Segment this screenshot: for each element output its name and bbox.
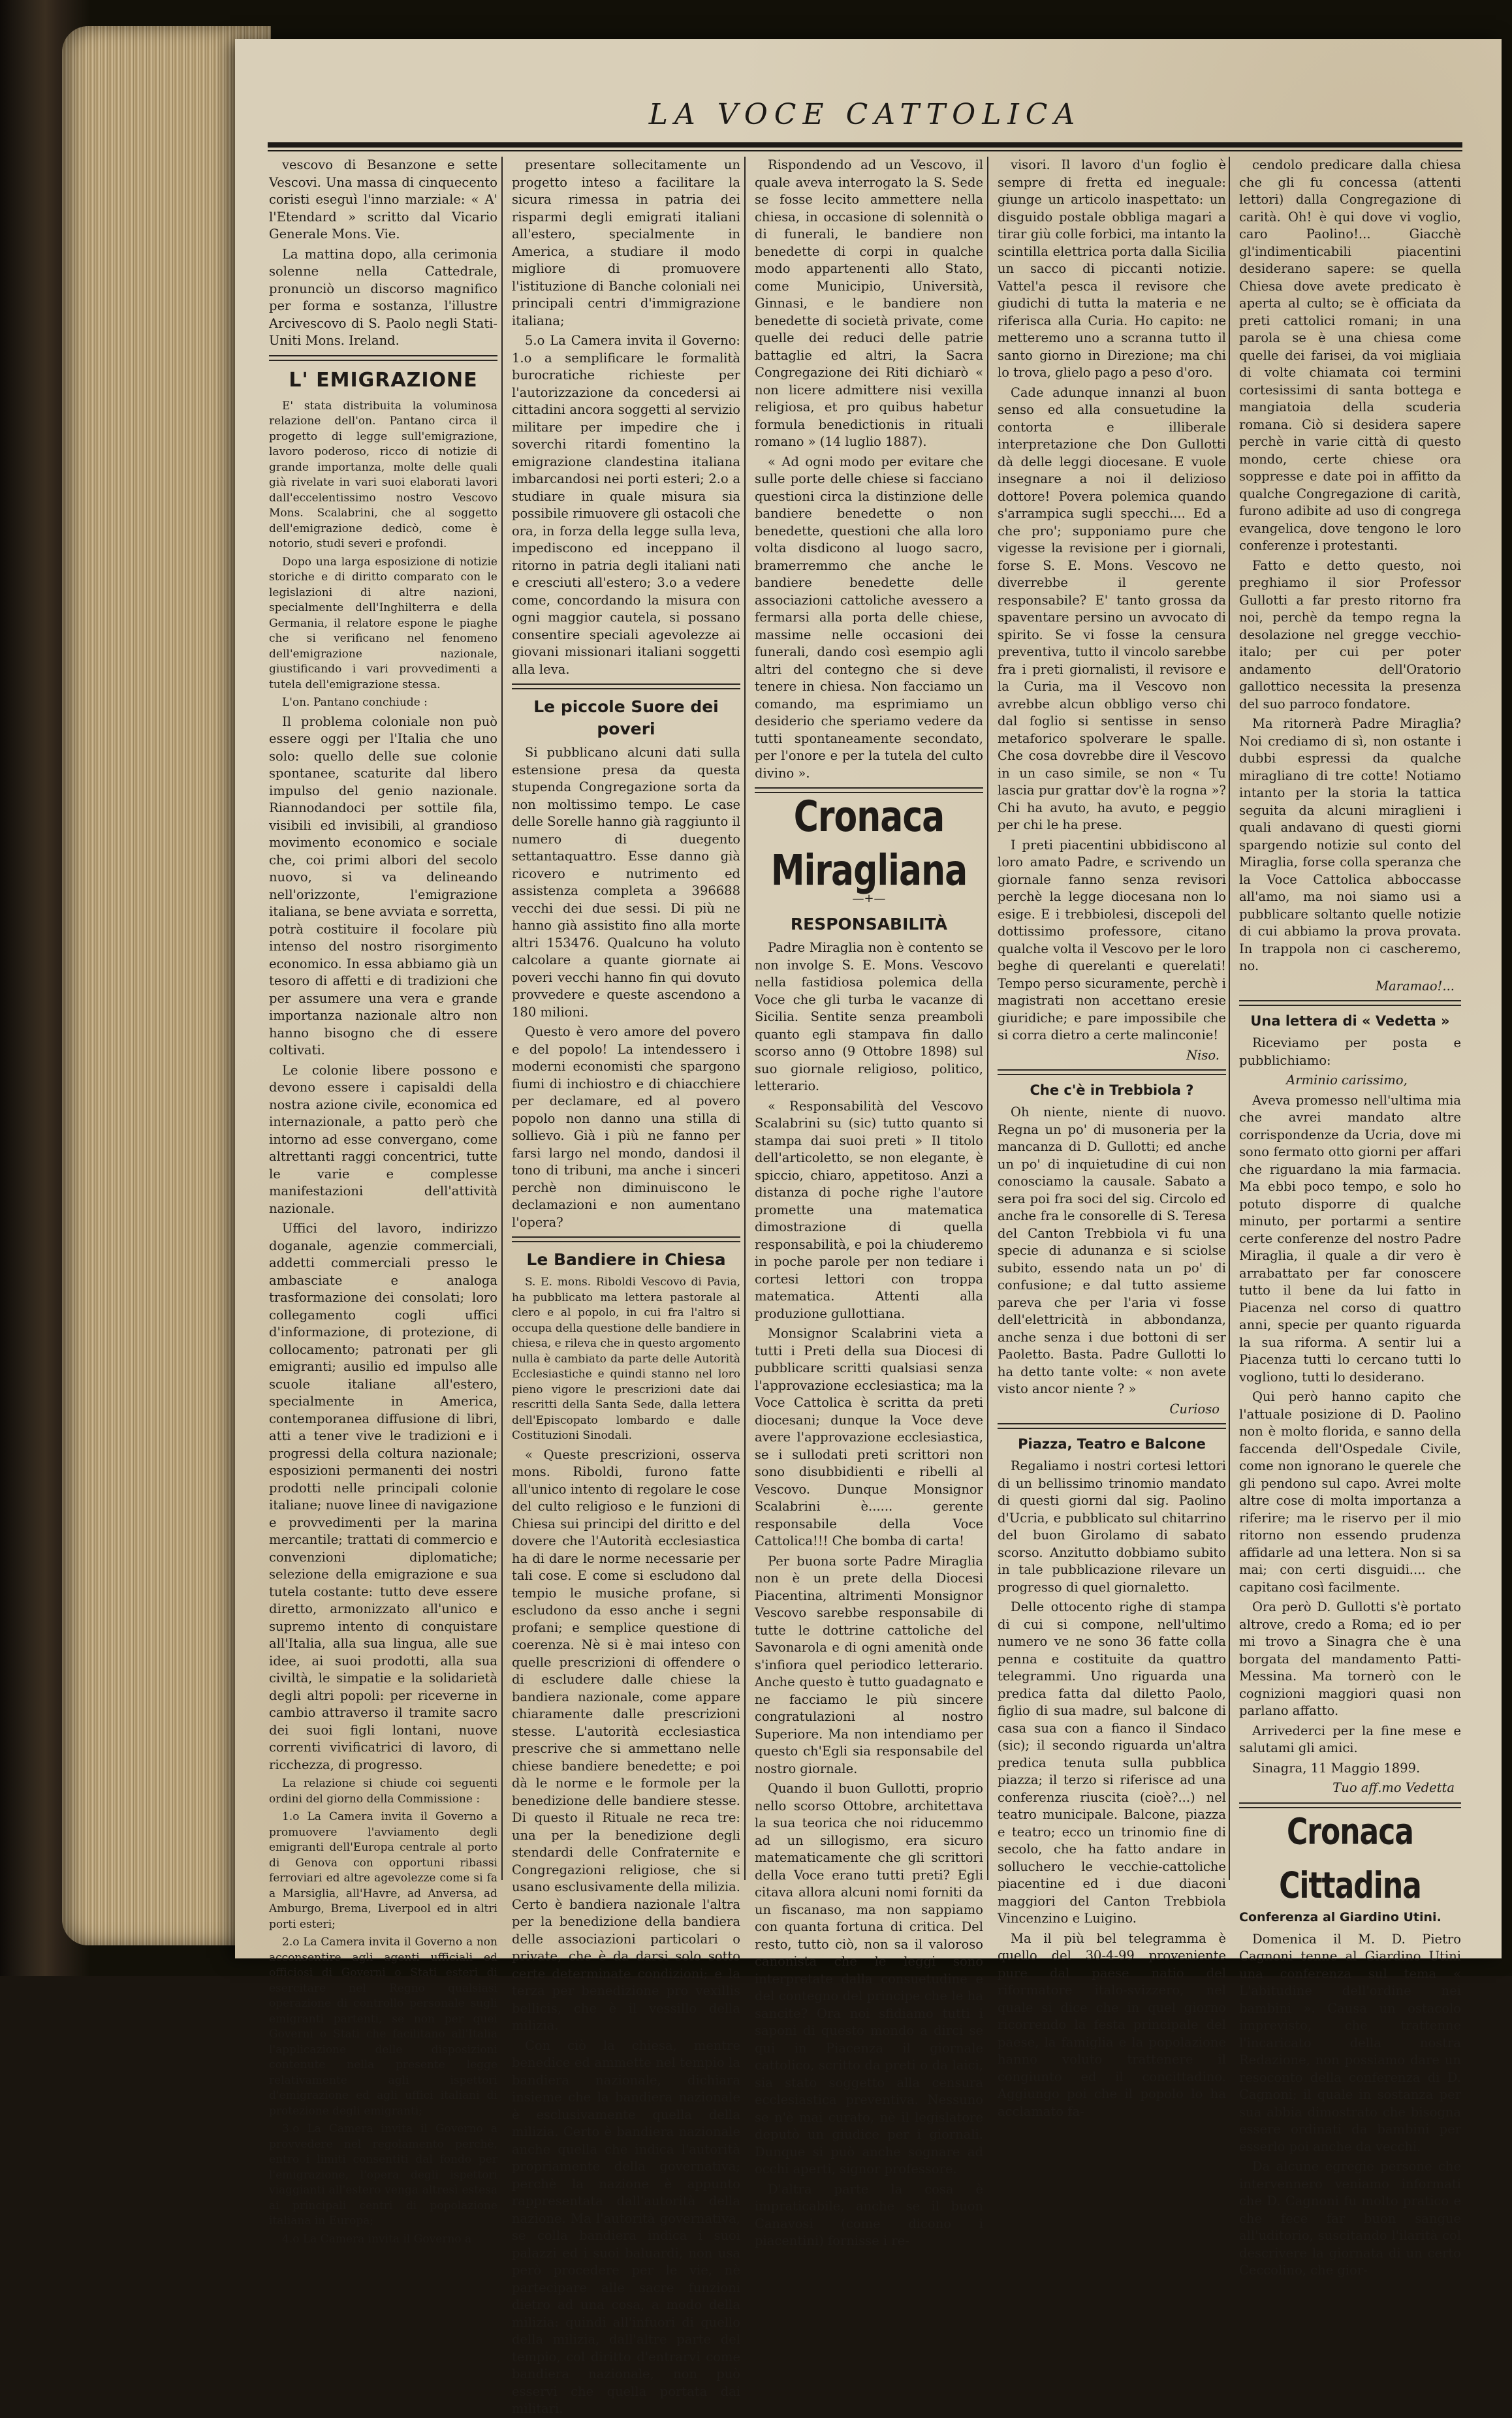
section-heading-cronaca-cittadina: Cronaca Cittadina bbox=[1279, 1810, 1421, 1906]
paragraph: Qui però hanno capito che l'attuale posizione di D. Paolino non è molto florida, e sanno della faccenda dell'Ospedale Civile, come non ignorano le querele che gli pendono sul capo. Avrei molte altre cose di molta importanza a riferire; ma le riservo per il mio ritorno non essendo prudenza affidarle ad una lettera. Non si sa mai; con certi disguidi.... che capitano così facilmente. bbox=[1239, 1389, 1461, 1595]
paragraph: Riceviamo per posta e pubblichiamo: bbox=[1239, 1035, 1461, 1068]
article-heading-conferenza: Conferenza al Giardino Utini. bbox=[1239, 1909, 1441, 1924]
column-separator bbox=[501, 157, 503, 1880]
article-heading-responsabilita: RESPONSABILITÀ bbox=[790, 915, 948, 934]
column-1 bbox=[269, 157, 497, 2246]
divider bbox=[1239, 1000, 1461, 1006]
signature: Maramao!... bbox=[1376, 978, 1455, 994]
paragraph: La mattina dopo, alla cerimonia solenne nella Cattedrale, pronunciò un discorso magnifico per forma e sostanza, l'illustre Arcivescovo di S. Paolo negli Stati-Uniti Mons. Ireland. bbox=[269, 246, 497, 348]
paragraph: La relazione si chiude coi seguenti ordini del giorno della Commissione : bbox=[269, 1777, 497, 1806]
masthead-rule bbox=[268, 142, 1462, 148]
paragraph: I preti piacentini ubbidiscono al loro amato Padre, e scrivendo un giornale fanno senza revisori perchè la legge diocesana non lo esige. E i trebbiolesi, discepoli del dottissimo professore, citano qualche volta il Vescovo per le loro beghe di querelanti e querelati! Tempo perso sicuramente, perchè i magistrati non accettano eresie giuridiche; e pare impossibile che si corra dietro a certe malinconie! bbox=[998, 837, 1226, 1043]
paragraph: Quando il buon Gullotti, proprio nello scorso Ottobre, architettava la sua teorica che noi riducemmo ad un sillogismo, era sicuro matematicamente che gli scrittori della Voce erano tutti preti? Egli citava allora alcuni nomi forniti da un fiscanaso, ma non sappiamo con quanta fortuna di critica. Del resto, tutto ciò, non sa il valoroso canonista che le leggi sono interpretate dalla consuetudine e del contegno del principe che le ha sancite? Ora noi sfidiamo tutti i saponi di questo mondo a dirci se qui in Piacenza il giornale cattolico, scritto da preti o da laici, sia stato soggetto alla censura ecclesiastica preventiva. Nessuno se n'è mai curato, nè il legislatore deputò un giudice per i giornali. Dunque si può anche sognare ad occhi aperti, signor professore. bbox=[755, 1781, 983, 2176]
signature: Tuo aff.mo Vedetta bbox=[1332, 1780, 1455, 1795]
salutation: Arminio carissimo, bbox=[1286, 1073, 1408, 1088]
paragraph: Ora però D. Gullotti s'è portato altrove, credo a Roma; ed io per mi trovo a Sinagra che è una borgata del mandamento Patti-Messina. Ma tornerò con le cognizioni maggiori quasi non parlano affatto. bbox=[1239, 1599, 1461, 1718]
paragraph: « Responsabilità del Vescovo Scalabrini su (sic) tutto quanto si stampa dai suoi preti » Il titolo dell'articoletto, se non elegante, è spiccio, chiaro, appetitoso. Anzi a distanza di poche righe l'autore promette una matematica dimostrazione di quella responsabilità, e poi la chiuderemo in poche parole per non tediare i cortesi lettori con troppa matematica. Attenti alla produzione gullottiana. bbox=[755, 1098, 983, 1321]
masthead: LA VOCE CATTOLICA bbox=[648, 98, 1082, 131]
paragraph: cendolo predicare dalla chiesa che gli fu concessa (attenti lettori) dalla Congregazione di carità. Oh! è qui dove vi voglio, caro Paolino!... Giacchè gl'indimenticabili piacentini desiderano sapere: se quella Chiesa dove avete predicato è aperta al culto; se è officiata da preti cattolici romani; in una parola se è una chiesa come quelle dei farisei, da voi migliaia di volte chiamata coi termini cortesissimi di santa bottega e mangiatoia della scuderia romana. Ciò si desidera sapere perchè in varie città di questo mondo, certe chiese ora soppresse e date poi in affitto da qualche Congregazione di carità, furono adibite ad uso di congrega evangelica, dove tengono le loro conferenze i protestanti. bbox=[1239, 157, 1461, 553]
article-heading-trebbiola: Che c'è in Trebbiola ? bbox=[1030, 1082, 1194, 1098]
column-4 bbox=[998, 157, 1226, 2119]
paragraph: Monsignor Scalabrini vieta a tutti i Preti della sua Diocesi di pubblicare scritti qualsiasi senza l'approvazione ecclesiastica; ma la Voce Cattolica è scritta da preti diocesani; dunque la Voce deve avere l'approvazione ecclesiastica, se i sullodati preti scrittori non sono disubbidienti e ribelli al Vescovo. Dunque Monsignor Scalabrini è...... gerente responsabile della Voce Cattolica!!! Che bomba di carta! bbox=[755, 1326, 983, 1548]
paragraph: Ma ritornerà Padre Miraglia? Noi crediamo di sì, non ostante i dubbi espressi da qualche miragliano di tre cotte! Notiamo intanto per la storia la tattica seguita da alcuni miraglieni i quali andavano di questi giorni spargendo notizie sul conto del Miraglia, forse colla speranza che la Voce Cattolica abboccasse all'amo, ma noi siamo usi a pubblicare soltanto quelle notizie di cui abbiamo la prova provata. In trappola non ci cascheremo, no. bbox=[1239, 716, 1461, 973]
paragraph: Uffici del lavoro, indirizzo doganale, agenzie commerciali, addetti commerciali presso le ambasciate e analoga trasformazione dei consolati; loro collegamento cogli uffici d'informazione, di protezione, di collocamento; patronati per gli emigranti; ausilio ed impulso alle scuole italiane all'estero, specialmente in America, contemporanea diffusione di libri, atti a tener vive le tradizioni e i progressi della coltura nazionale; esposizioni permanenti dei nostri prodotti nelle principali colonie italiane; nuove linee di navigazione e provvedimenti per la marina mercantile; trattati di commercio e convenzioni diplomatiche; selezione della emigrazione e sua tutela costante: tutto deve essere diretto, armonizzato all'unico e supremo intento di conquistare all'Italia, alla sua lingua, alle sue idee, ai suoi prodotti, alla sua civiltà, le simpatie e la solidarietà degli altri popoli: per riceverne in cambio attraverso il tramite sacro dei suoi figli lontani, nuove correnti vivificatrici di lavoro, di ricchezza, di progresso. bbox=[269, 1221, 497, 1772]
divider bbox=[269, 355, 497, 361]
paragraph: Le colonie libere possono e devono essere i capisaldi della nostra azione civile, economica ed internazionale, a patto però che intorno ad esse convergano, come altrettanti raggi concentrici, tutte le varie e complesse manifestazioni dell'attività nazionale. bbox=[269, 1062, 497, 1216]
paragraph: Si pubblicano alcuni dati sulla estensione presa da questa stupenda Congregazione sorta da non moltissimo tempo. Le case delle Sorelle hanno già raggiunto il numero di duegento settantaquattro. Esse danno già ricovero e nutrimento ed assistenza completa a 396688 vecchi dei due sessi. Di più ne hanno già assistito fino alla morte altri 153476. Qualcuno ha voluto calcolare a quante giornate ai poveri vecchi hanno fin qui dovuto provvedere e queste ascendono a 180 milioni. bbox=[512, 745, 740, 1020]
paragraph: Questo è vero amore del povero e del popolo! La intendessero i moderni economisti che spargono fiumi di inchiostro e di chiacchiere per declamare, ed al povero popolo non danno una stilla di sollievo. Già i più ne fanno per farsi largo nel mondo, dandosi il tono di tribuni, ma anche i sinceri perchè non diminuiscono le declamazioni e non aumentano l'opera? bbox=[512, 1024, 740, 1230]
divider bbox=[998, 1423, 1226, 1429]
paragraph: Dopo una larga esposizione di notizie storiche e di diritto comparato con le legislazioni di altre nazioni, specialmente dell'Inghilterra e della Germania, il relatore espone le piaghe che si verificano nel fenomeno dell'emigrazione nazionale, giustificando i vari provvedimenti a tutela dell'emigrazione stessa. bbox=[269, 555, 497, 691]
signature: Niso. bbox=[1186, 1047, 1220, 1063]
column-2 bbox=[512, 157, 740, 2416]
column-separator bbox=[744, 157, 746, 1880]
paragraph: Rispondendo ad un Vescovo, il quale aveva interrogato la S. Sede se fosse lecito ammettere nella chiesa, in occasione di solennità o di funerali, le bandiere non benedette di corpi in qualche modo appartenenti allo Stato, come Municipio, Università, Ginnasi, e le bandiere non benedette di società private, come quelle dei reduci delle patrie battaglie ed altri, la Sacra Congregazione dei Riti dichiarò « non licere admittere nisi vexilla religiosa, et pro quibus habetur formula benedictionis in rituali romano » (14 luglio 1887). bbox=[755, 157, 983, 449]
paragraph: Cade adunque innanzi al buon senso ed alla consuetudine la contorta e illiberale interpretazione che Don Gullotti dà delle leggi diocesane. E vuole insegnare a noi il delizioso dottore! Povera polemica quando s'arrampica sugli specchi.... Ed a che pro'; supponiamo pure che vigesse la revisione per i giornali, forse S. E. Mons. Vescovo ne diverrebbe il gerente responsabile? E' tanto grossa da spaventare persino un avvocato di spirito. Se vi fosse la censura preventiva, tutto il vincolo sarebbe fra i preti giornalisti, il revisore e la Curia, ma il Vescovo non avrebbe alcun obbligo verso chi dal foglio si sentisse in senso metaforico spolverare le spalle. Che cosa dovrebbe dire il Vescovo in un caso simile, se non « Tu lascia pur grattar dov'è la rogna »? Chi ha avuto, ha avuto, e peggio per chi le ha prese. bbox=[998, 385, 1226, 832]
paragraph: presentare sollecitamente un progetto inteso a facilitare la sicura rimessa in patria dei risparmi degli emigrati italiani all'estero, specialmente in America, a studiare il modo migliore di promuovere l'istituzione di Banche coloniali nei principali centri d'immigrazione italiana; bbox=[512, 157, 740, 328]
paragraph: Da alcune egregie persone che intervennero veniamo informati che D. Cagnoni fu molto pratico e che fece far buon sangue all'uditorio, suscitando l'ilarità col descrivere la giornata di un certo Ceccolino, che gior- bbox=[1239, 2159, 1461, 2278]
paragraph: Arrivederci per la fine mese e salutami gli amici. bbox=[1239, 1723, 1461, 1755]
divider bbox=[998, 1069, 1226, 1075]
paragraph: D'altra parte la cosa è impraticabile, anche se il buon Canavosi (come dicono i piacentini) fornisse i re- bbox=[755, 2181, 983, 2248]
signature: Curioso bbox=[1169, 1401, 1220, 1417]
column-5 bbox=[1239, 157, 1461, 2278]
paragraph: vescovo di Besanzone e sette Vescovi. Una massa di cinquecento coristi eseguì l'inno marziale: « A' l'Etendard » scritto dal Vicario Generale Mons. Vie. bbox=[269, 157, 497, 242]
ornament: —+— bbox=[852, 892, 886, 905]
paragraph: Fatto e detto questo, noi preghiamo il sior Professor Gullotti a far presto ritorno fra noi, perchè da tempo regna la desolazione nel gregge vecchio-italo; per cui per poter andamento dell'Oratorio gallottico necessita la presenza del suo parroco fondatore. bbox=[1239, 557, 1461, 712]
paragraph: 2.o La Camera invita il Governo a non acconsentire agli agenti ufficiali ed officiosi di Governi o Stati esteri di esercitare nel Regno qualsiasi operazione di controllo personale sugli emigranti partenti, se non per quei Governi o Stati che facilitano all'Italia l'applicazione delle disposizioni contenute nella presente legge relativamente agli ispettori d'emigrazione ed agli uffici italiani di protezione degli emigranti; bbox=[269, 1936, 497, 2118]
paragraph: S. E. mons. Riboldi Vescovo di Pavia, ha pubblicato ma lettera pastorale al clero e al popolo, in cui fra l'altro si occupa della questione delle bandiere in chiesa, e rileva che in questo argomento nulla è cambiato da parte delle Autorità Ecclesiastiche e quindi stanno nel loro pieno vigore le prescrizioni date dai rescritti della Santa Sede, dalla lettera dell'Episcopato lombardo e dalle Costituzioni Sinodali. bbox=[512, 1276, 740, 1442]
paragraph: 3.o La Camera invita il Governo a provvedere nel regolamento perchè, entro i limiti consentiti dal fondo per l'emigrazione, l'opera degli ispettori viaggianti all'estero venga altresì estesa ai principali centri di popolazione italiana in Europa; bbox=[269, 2122, 497, 2227]
column-3 bbox=[755, 157, 983, 2248]
paragraph: Oh niente, niente di nuovo. Regna un po' di musoneria per la mancanza di D. Gullotti; ed anche un po' di inquietudine di cui non conosciamo la causale. Sabato a sera poi fra soci del sig. Circolo ed anche fra le consorelle di S. Teresa del Canton Trebbiola vi fu una specie di adunanza e si sciolse subito, essendo nata un po' di confusione; e dal tutto assieme pareva che per l'aria vi fosse dell'elettricità in abbondanza, anche senza i due bottoni di ser Paoletto. Basta. Padre Gullotti lo ha detto tante volte: « non avete visto ancor niente ? » bbox=[998, 1105, 1226, 1396]
paragraph: Il problema coloniale non può essere oggi per l'Italia che uno solo: quello delle sue colonie spontanee, scaturite dal libero impulso del genio nazionale. Riannodandoci per sottile fila, visibili ed invisibili, al grandioso movimento economico e sociale che, coi primi albori del secolo nuovo, si va delineando nell'orizzonte, l'emigrazione italiana, se bene avviata e sorretta, potrà costituire il focolare più intenso del nostro risorgimento economico. In essa abbiamo già un tesoro di affetti e di tradizioni che per assumere una vera e grande importanza nazionale altro non hanno bisogno che di essere coltivati. bbox=[269, 714, 497, 1058]
article-heading-piccole-suore: Le piccole Suore dei poveri bbox=[533, 697, 719, 738]
dateline: Sinagra, 11 Maggio 1899. bbox=[1252, 1760, 1421, 1776]
column-separator bbox=[1229, 157, 1230, 1880]
column-separator bbox=[987, 157, 988, 1880]
paragraph: Domenica il M. D. Pietro Cagnoni tenne al Giardino Utini una conferenza sul tema « L'abitudine dell'ordine nei bambini ». Causa un ostacolo imprevisto, che trattenne l'incaricato della nostra Redazione, non possiamo dare un resoconto della conferenza di D. Cagnoni; il quale in sostanza per sua abbia dimostrato che bisogna essere ordinati da bambini per esserlo poi anche da vecchi. bbox=[1239, 1931, 1461, 2154]
paragraph: Regaliamo i nostri cortesi lettori di un bellissimo trinomio mandato di questi giorni dal sig. Paolino d'Ucria, e pubblicato sul chitarrino del buon Girolamo di sabato scorso. Anzitutto dobbiamo subito in tale pubblicazione rilevare un progresso di quel giornaletto. bbox=[998, 1458, 1226, 1595]
paragraph: E' stata distribuita la voluminosa relazione dell'on. Pantano circa il progetto di legge sull'emigrazione, lavoro poderoso, ricco di notizie di grande importanza, molte delle quali già rivelate in vari suoi elaborati lavori dall'eccelentissimo nostro Vescovo Mons. Scalabrini, che al soggetto dell'emigrazione dedicò, come è notorio, studi severi e profondi. bbox=[269, 399, 497, 550]
paragraph: Delle ottocento righe di stampa di cui si compone, nell'ultimo numero ve ne sono 36 fatte colla penna e costituite da quattro telegrammi. Uno riguarda una predica fatta dal diletto Paolo, figlio di sua madre, sul balcone di casa sua con a fianco il Sindaco (sic); il secondo riguarda un'altra predica tenuta sulla pubblica piazza; il terzo si riferisce ad una conferenza riuscita (cioè?...) nel teatro municipale. Balcone, piazza e teatro; ecco un trinomio fine di secolo, che ha fatto andare in solluchero le vecchie-cattoliche piacentine ed i due diaconi maggiori del Canton Trebbiola Vincenzino e Luigino. bbox=[998, 1599, 1226, 1926]
paragraph: Ma il più bel telegramma è quello del 30-4-99 proveniente pure dal paese natio del riformatore italo-svizzero, nel quale si dice che in quel giorno ricorrendo la festa principale del paese, la famiglia e la popolazione hanno voluto trattenere il congiunto ed il concittadino. Aggiungo poi che il popolo lo ha acclamato fa- bbox=[998, 1930, 1226, 2119]
paragraph: 5.o La Camera invita il Governo: 1.o a semplificare le formalità burocratiche richieste per l'autorizzazione da concedersi ai cittadini ancora soggetti al servizio militare per impedire che i soverchi ritardi fomentino la emigrazione clandestina italiana imbarcandosi nei porti esteri; 2.o a studiare in quale misura sia possibile rimuovere gli ostacoli che ora, in forza della legge sulla leva, impediscono ed inceppano il ritorno in patria degli italiani nati e cresciuti all'estero; 3.o a vedere come, concordando la misura con ogni maggior cautela, si possano consentire speciali agevolezze ai giovani missionari italiani soggetti alla leva. bbox=[512, 333, 740, 677]
paragraph: L'on. Pantano conchiude : bbox=[282, 696, 428, 709]
section-heading-cronaca-miragliana: Cronaca Miragliana bbox=[770, 793, 968, 896]
divider bbox=[512, 683, 740, 689]
article-heading-bandiere: Le Bandiere in Chiesa bbox=[526, 1250, 726, 1269]
article-heading-emigrazione: L' EMIGRAZIONE bbox=[289, 368, 478, 392]
paragraph: 4.o La Camera invita il Governo a bbox=[282, 2232, 472, 2246]
paragraph: Con ciò la chiesa, mentre benedice ed ammette nel tempio la bandiera nazionale, dichiara insieme che la bandiera nazionale è esclusivamente quella della milizia. Certo è bandiera nazionale anche quella che indica l'autorità propriamente della governativa; perchè la nazione è appunto rappresentata dall'autorità della nazione. Ma l'autorità governativa, se colla bandiera indica i suoi palazzi ed i suoi baluardi, non usa però procedere per le vie, nè partecipare alle sacre funzioni dietro ad una cosa, a modo della milizia: quindi all'infuori di quello della milizia, dall'altre parte del tempio, col diritto d'entrarvi come bandiera nazionale, non può esservi che quella portata dai militari. bbox=[512, 2037, 740, 2416]
paragraph: « Ad ogni modo per evitare che sulle porte delle chiese si facciano questioni circa la distinzione delle bandiere benedette o non benedette, questioni che alla loro volta disdicono al luogo sacro, bramerremmo che anche le bandiere benedette delle associazioni cattoliche avessero a fermarsi alla porta delle chiese, massime nelle occasioni dei funerali, dando così esempio agli altri del contegno che si deve tenere in chiesa. Non facciamo un comando, ma esprimiamo un desiderio che speriamo vedere da tutti spontaneamente secondato, per l'onore e per la tutela del culto divino ». bbox=[755, 454, 983, 781]
divider bbox=[512, 1236, 740, 1242]
paragraph: visori. Il lavoro d'un foglio è sempre di fretta ed ineguale: giunge un articolo inaspettato: un disguido postale obbliga magari a tirar giù colle forbici, ma intanto la scintilla elettrica porta dalla Sicilia un sacco di piccanti notizie. Vattel'a pesca il revisore che giudichi di tutta la materia e ne riferisca alla Curia. Ho capito: ne metteremo uno a scranna tutto il santo giorno in Direzione; ma chi lo trova, glielo pago a peso d'oro. bbox=[998, 157, 1226, 380]
paragraph: « Queste prescrizioni, osserva mons. Riboldi, furono fatte all'unico intento di regolare le cose del culto religioso e le funzioni di Chiesa sui principi del diritto e del dovere che l'Autorità ecclesiastica ha di dare le norme necessarie per tali cose. E come si escludono dal tempio le musiche profane, si escludono da esso anche i segni profani; e semplice questione di coerenza. Nè si è mai inteso con quelle prescrizioni di offendere o di escludere dalle chiese la bandiera nazionale, come appare chiaramente dalle prescrizioni stesse. L'autorità ecclesiastica prescrive che si ammettano nelle chiese bandiere benedette; e poi dà le norme e le formole per la benedizione delle bandiere stesse. Di questo il Rituale ne reca tre: una per la benedizione degli stendardi delle Confraternite e Congregazioni religiose, che si usano esclusivamente della milizia. Certo è bandiera nazionale l'altra per la benedizione della bandiera delle associazioni particolari o private, che è da darsi solo sotto certe determinate condizioni; e la terza per benedizione pro vexillis bellicis, che è il vessillo della milizia. bbox=[512, 1447, 740, 2033]
masthead-rule-thin bbox=[268, 150, 1462, 151]
article-heading-lettera-vedetta: Una lettera di « Vedetta » bbox=[1250, 1013, 1450, 1029]
paragraph: Padre Miraglia non è contento se non involge S. E. Mons. Vescovo nella fastidiosa polemica della Voce che gli turba le vacanze di Sicilia. Sentite senza preamboli quanto egli stampava fin dallo scorso anno (9 Ottobre 1898) sul suo giornale religioso, politico, letterario. bbox=[755, 940, 983, 1093]
article-heading-piazza-teatro-balcone: Piazza, Teatro e Balcone bbox=[1018, 1436, 1206, 1452]
paragraph: Per buona sorte Padre Miraglia non è un prete della Diocesi Piacentina, altrimenti Monsignor Vescovo sarebbe responsabile di tutte le dottrine cattoliche del Savonarola e di ogni amenità onde s'infiora quel periodico letterario. Anche questo è tutto guadagnato e ne facciamo le più sincere congratulazioni al nostro Superiore. Ma non intendiamo per questo ch'Egli sia responsabile del nostro giornale. bbox=[755, 1553, 983, 1776]
paragraph: Aveva promesso nell'ultima mia che avrei mandato altre corrispondenze da Ucria, dove mi sono fermato otto giorni per affari che riguardano la mia farmacia. Ma ebbi poco tempo, e solo ho potuto disporre di qualche minuto, per portarmi a sentire certe conferenze del nostro Padre Miraglia, il quale a dir vero è arrabattato per far conoscere tutto il bene da lui fatto in Piacenza nel corso di quattro anni, specie per quanto riguarda la sua riforma. A sentir lui a Piacenza tutti lo cercano tutti lo vogliono, tutti lo desiderano. bbox=[1239, 1092, 1461, 1385]
paragraph: 1.o La Camera invita il Governo a promuovere l'avviamento degli emigranti dell'Europa centrale al porto di Genova con opportuni ribassi ferroviari ed altre agevolezze come si fa a Marsiglia, all'Havre, ad Anversa, ad Amburgo, Brema, Liverpool ed in altri porti esteri; bbox=[269, 1810, 497, 1931]
